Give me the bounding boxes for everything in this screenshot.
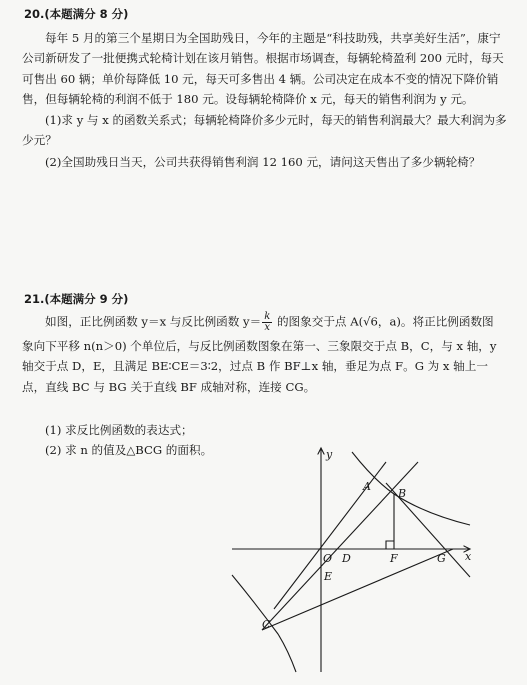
label-y: y (326, 448, 333, 461)
q21-part1: (1) 求反比例函数的表达式； (45, 423, 193, 437)
label-g: G (437, 552, 446, 565)
fraction-denominator: x (264, 322, 271, 333)
q21-body-rest: 象向下平移 n(n＞0) 个单位后，与反比例函数图象在第一、三象限交于点 B，C，与 x 轴，y 轴交于点 D，E，且满足 BE∶CE＝3∶2，过点 B 作 BF⊥x 轴，垂足为点 F。G 为 x 轴上一点，直线 BC 与 BG 关于直线 BF 成轴对称，连接 CG。 (22, 339, 497, 394)
label-b: B (398, 487, 407, 500)
q20-body: 每年 5 月的第三个星期日为全国助残日，今年的主题是“科技助残，共享美好生活”，康宁公司新研发了一批便携式轮椅计划在该月销售。根据市场调查，每辆轮椅盈利 200 元时，每天可售出 60 辆；单价每降低 10 元，每天可多售出 4 辆。公司决定在成本不变的情况下降价销售，但每辆轮椅的利润不低于 180 元。设每辆轮椅降价 x 元，每天的销售利润为 y 元。 (22, 31, 504, 107)
label-x: x (465, 550, 472, 563)
fraction-numerator: k (264, 311, 271, 322)
label-f: F (390, 552, 398, 565)
q21-intro-b: 的图象交于点 A(√6，a)。将正比例函数图 (273, 314, 494, 329)
line-bc (262, 462, 418, 630)
q20-part2: (2)全国助残日当天，公司共获得销售利润 12 160 元，请问这天售出了多少辆轮椅？ (45, 155, 481, 169)
right-angle-mark (386, 541, 394, 549)
label-o: O (323, 552, 333, 565)
q21-part2: (2) 求 n 的值及△BCG 的面积。 (45, 443, 213, 457)
q21-header: 21.(本题满分 9 分) (24, 292, 129, 306)
label-c: C (262, 618, 271, 631)
q20-part1: (1)求 y 与 x 的函数关系式；每辆轮椅降价多少元时，每天的销售利润最大？最大利润为多少元？ (22, 113, 507, 148)
label-a: A (363, 480, 371, 493)
q21-intro-a: 如图，正比例函数 y＝x 与反比例函数 y＝ (45, 314, 262, 329)
line-cg (262, 549, 453, 630)
label-e: E (324, 570, 333, 583)
q20-header: 20.(本题满分 8 分) (24, 7, 129, 21)
label-d: D (342, 552, 351, 565)
